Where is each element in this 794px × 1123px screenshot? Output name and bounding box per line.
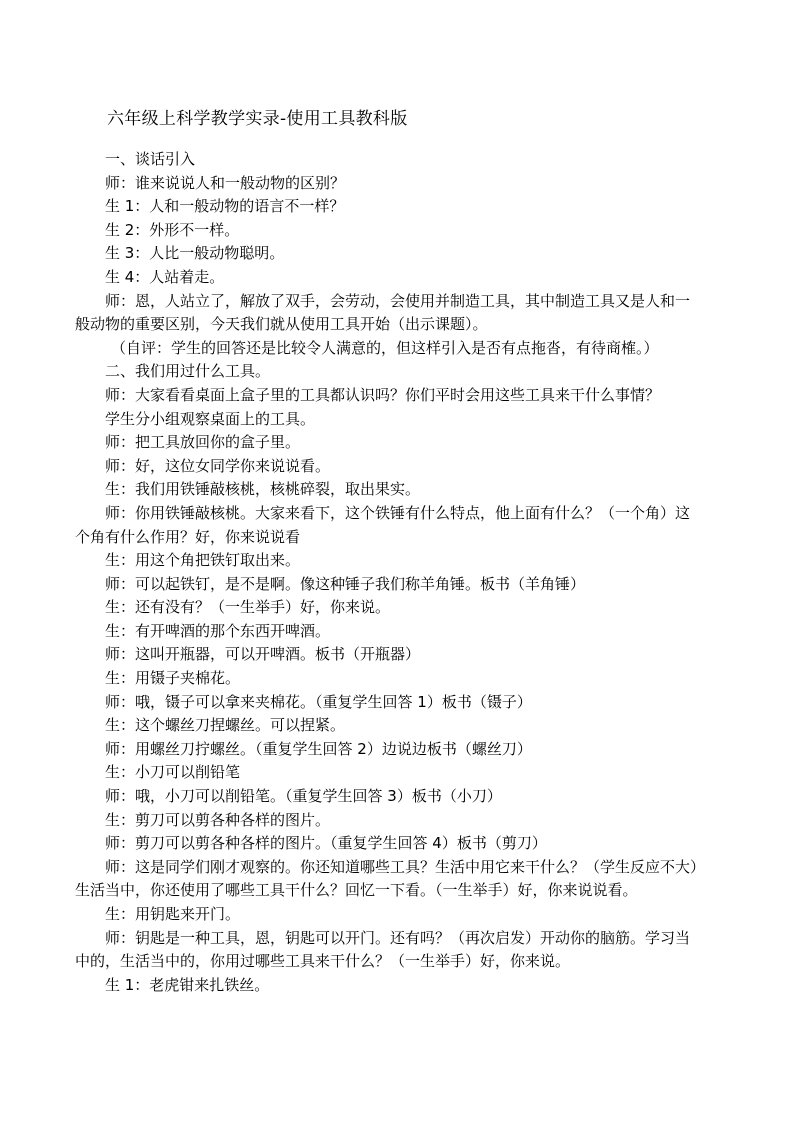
comment-line: （自评：学生的回答还是比较令人满意的，但这样引入是否有点拖沓，有待商榷。） xyxy=(111,338,659,357)
paragraph-line: 生：这个螺丝刀捏螺丝。可以捏紧。 xyxy=(105,716,346,735)
paragraph-line: 生：有开啤酒的那个东西开啤酒。 xyxy=(105,621,331,640)
paragraph-line: 个角有什么作用？好，你来说说看 xyxy=(75,527,301,546)
paragraph-line: 师：把工具放回你的盒子里。 xyxy=(105,433,301,452)
paragraph-line: 师：这叫开瓶器，可以开啤酒。板书（开瓶器） xyxy=(105,645,421,664)
section-heading-tools: 二、我们用过什么工具。 xyxy=(105,362,271,381)
paragraph-line: 师：可以起铁钉，是不是啊。像这种锤子我们称羊角锤。板书（羊角锤） xyxy=(105,574,586,593)
paragraph-line: 生：我们用铁锤敲核桃，核桃碎裂，取出果实。 xyxy=(105,480,421,499)
paragraph-line: 师：大家看看桌面上盒子里的工具都认识吗？你们平时会用这些工具来干什么事情？ xyxy=(105,385,661,404)
paragraph-line: 生：用镊子夹棉花。 xyxy=(105,669,241,688)
paragraph-line: 生 2：外形不一样。 xyxy=(105,220,240,239)
paragraph-line: 生 4：人站着走。 xyxy=(105,267,225,286)
paragraph-line: 师：恩，人站立了，解放了双手，会劳动，会使用并制造工具，其中制造工具又是人和一 xyxy=(105,291,691,310)
paragraph-line: 生：用钥匙来开门。 xyxy=(105,905,241,923)
paragraph-line: 师：这是同学们刚才观察的。你还知道哪些工具？生活中用它来干什么？（学生反应不大） xyxy=(105,857,706,876)
paragraph-line: 生 3：人比一般动物聪明。 xyxy=(105,244,285,263)
document-body xyxy=(75,148,725,997)
paragraph-line: 师：哦，镊子可以拿来夹棉花。（重复学生回答 1）板书（镊子） xyxy=(105,692,532,711)
paragraph-line: 师：剪刀可以剪各种各样的图片。（重复学生回答 4）板书（剪刀） xyxy=(105,834,547,853)
paragraph-line: 师：好，这位女同学你来说说看。 xyxy=(105,456,331,475)
paragraph-line: 生：还有没有？（一生举手）好，你来说。 xyxy=(105,598,391,617)
paragraph-line: 生活当中，你还使用了哪些工具干什么？回忆一下看。（一生举手）好，你来说说看。 xyxy=(75,881,638,900)
paragraph-line: 生 1：人和一般动物的语言不一样？ xyxy=(105,197,345,216)
paragraph-line: 生：剪刀可以剪各种各样的图片。 xyxy=(105,810,331,829)
paragraph-line: 生：小刀可以削铅笔 xyxy=(105,763,241,782)
document-title: 六年级上科学教学实录-使用工具教科版 xyxy=(107,109,408,129)
paragraph-line: 师：用螺丝刀拧螺丝。（重复学生回答 2）边说边板书（螺丝刀） xyxy=(105,739,532,758)
paragraph-line: 生：用这个角把铁钉取出来。 xyxy=(105,551,301,570)
paragraph-line: 师：谁来说说人和一般动物的区别？ xyxy=(105,173,346,192)
paragraph-line: 生 1：老虎钳来扎铁丝。 xyxy=(105,975,270,994)
paragraph-line: 中的，生活当中的，你用过哪些工具来干什么？（一生举手）好，你来说。 xyxy=(75,952,571,971)
paragraph-line: 师：哦，小刀可以削铅笔。（重复学生回答 3）板书（小刀） xyxy=(105,787,502,806)
section-heading-intro: 一、谈话引入 xyxy=(105,150,196,168)
paragraph-line: 学生分小组观察桌面上的工具。 xyxy=(105,409,316,428)
paragraph-line: 师：你用铁锤敲核桃。大家来看下，这个铁锤有什么特点，他上面有什么？（一个角）这 xyxy=(105,503,691,522)
paragraph-line: 般动物的重要区别，今天我们就从使用工具开始（出示课题）。 xyxy=(75,315,488,334)
paragraph-line: 师：钥匙是一种工具，恩，钥匙可以开门。还有吗？（再次启发）开动你的脑筋。学习当 xyxy=(105,928,691,947)
